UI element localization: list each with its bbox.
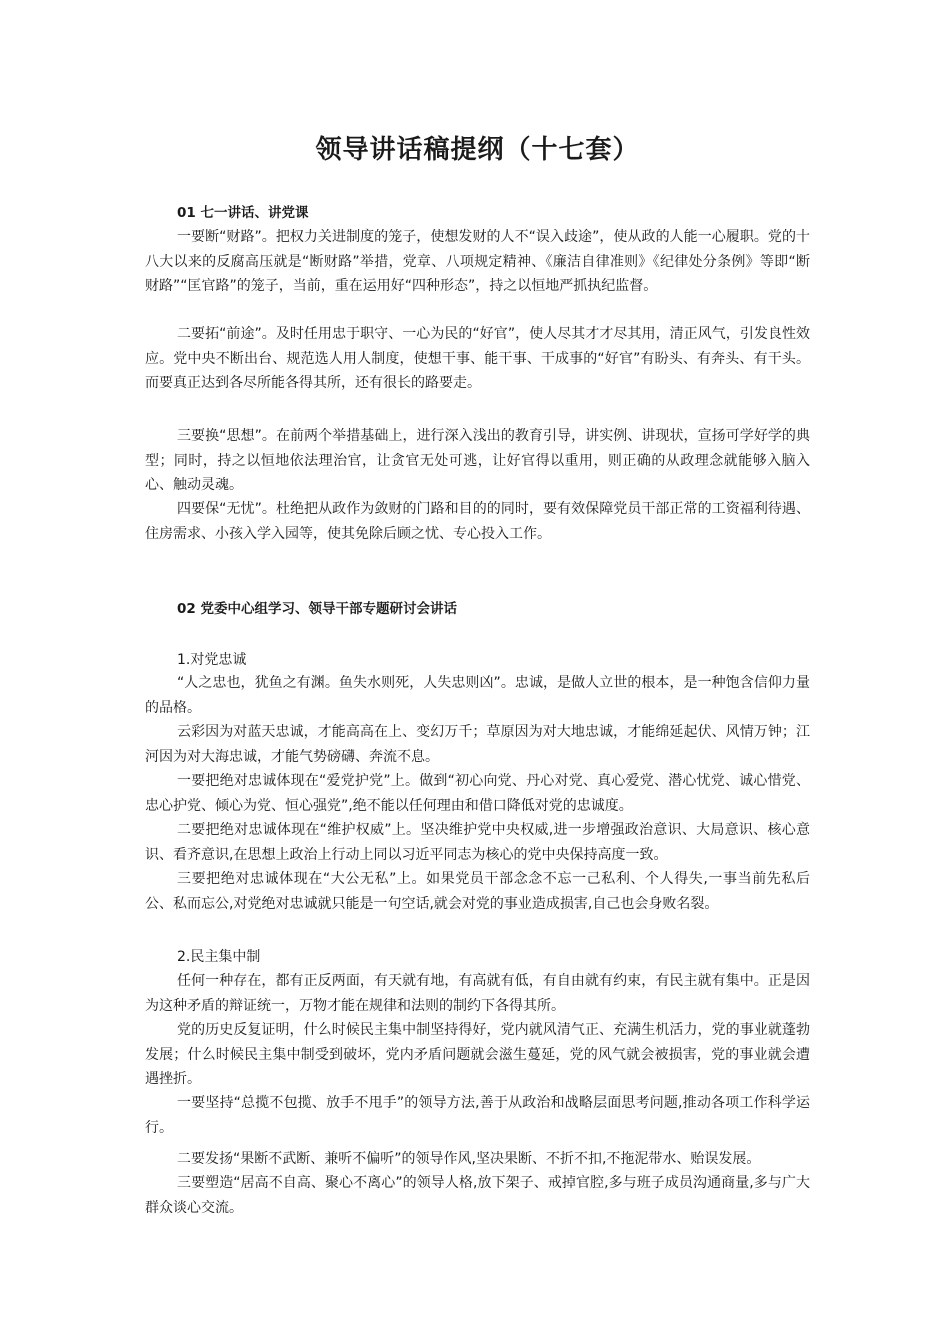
subsection-1-paragraph-1: “人之忠也，犹鱼之有渊。鱼失水则死，人失忠则凶”。忠诚，是做人立世的根本，是一种饱含信仰力量的品格。: [145, 675, 810, 716]
subsection-1-paragraph-5: 三要把绝对忠诚体现在“大公无私”上。如果党员干部念念不忘一己私利、个人得失,一事当前先私后公、私而忘公,对党绝对忠诚就只能是一句空话,就会对党的事业造成损害,自己也会身败名裂。: [145, 871, 810, 912]
section-1-paragraph-1: 一要断“财路”。把权力关进制度的笼子，使想发财的人不“误入歧途”，使从政的人能一心履职。党的十八大以来的反腐高压就是“断财路”举措，党章、八项规定精神、《廉洁自律准则》《纪律处分条例》等即“断财路”“匡官路”的笼子，当前，重在运用好“四种形态”，持之以恒地严抓执纪监督。: [145, 229, 810, 294]
subsection-1-paragraph-4: 二要把绝对忠诚体现在“维护权威”上。坚决维护党中央权威,进一步增强政治意识、大局意识、核心意识、看齐意识,在思想上政治上行动上同以习近平同志为核心的党中央保持高度一致。: [145, 822, 810, 863]
subsection-1-heading: 1.对党忠诚: [177, 652, 247, 668]
section-1-paragraph-3: 三要换“思想”。在前两个举措基础上，进行深入浅出的教育引导，讲实例、讲现状，宣扬可学好学的典型；同时，持之以恒地依法理治官，让贪官无处可逃，让好官得以重用，则正确的从政理念就能够入脑入心、触动灵魂。: [145, 428, 810, 493]
subsection-2-paragraph-1: 任何一种存在，都有正反两面，有天就有地，有高就有低，有自由就有约束，有民主就有集中。正是因为这种矛盾的辩证统一，万物才能在规律和法则的制约下各得其所。: [145, 973, 810, 1014]
section-1-heading: 01 七一讲话、讲党课: [177, 205, 309, 221]
section-2-heading: 02 党委中心组学习、领导干部专题研讨会讲话: [177, 601, 457, 617]
subsection-2-paragraph-4: 二要发扬“果断不武断、兼听不偏听”的领导作风,坚决果断、不折不扣,不拖泥带水、贻误发展。: [177, 1151, 761, 1167]
subsection-2-heading: 2.民主集中制: [177, 949, 261, 965]
section-1-paragraph-2: 二要拓“前途”。及时任用忠于职守、一心为民的“好官”，使人尽其才才尽其用，清正风气，引发良性效应。党中央不断出台、规范选人用人制度，使想干事、能干事、干成事的“好官”有盼头、有奔头、有干头。而要真正达到各尽所能各得其所，还有很长的路要走。: [145, 326, 810, 391]
subsection-1-paragraph-2: 云彩因为对蓝天忠诚，才能高高在上、变幻万千；草原因为对大地忠诚，才能绵延起伏、风情万钟；江河因为对大海忠诚，才能气势磅礴、奔流不息。: [145, 724, 810, 765]
subsection-1-paragraph-3: 一要把绝对忠诚体现在“爱党护党”上。做到“初心向党、丹心对党、真心爱党、潜心忧党、诚心惜党、忠心护党、倾心为党、恒心强党”,绝不能以任何理由和借口降低对党的忠诚度。: [145, 773, 810, 814]
document-title: 领导讲话稿提纲（十七套）: [315, 135, 640, 165]
subsection-2-paragraph-2: 党的历史反复证明，什么时候民主集中制坚持得好，党内就风清气正、充满生机活力，党的事业就蓬勃发展；什么时候民主集中制受到破坏，党内矛盾问题就会滋生蔓延，党的风气就会被损害，党的事业就会遭遇挫折。: [145, 1022, 810, 1087]
subsection-2-paragraph-3: 一要坚持“总揽不包揽、放手不甩手”的领导方法,善于从政治和战略层面思考问题,推动各项工作科学运行。: [145, 1095, 810, 1136]
section-1-paragraph-4: 四要保“无忧”。杜绝把从政作为敛财的门路和目的的同时，要有效保障党员干部正常的工资福利待遇、住房需求、小孩入学入园等，使其免除后顾之忧、专心投入工作。: [145, 501, 810, 542]
subsection-2-paragraph-5: 三要塑造“居高不自高、聚心不离心”的领导人格,放下架子、戒掉官腔,多与班子成员沟通商量,多与广大群众谈心交流。: [145, 1175, 810, 1216]
